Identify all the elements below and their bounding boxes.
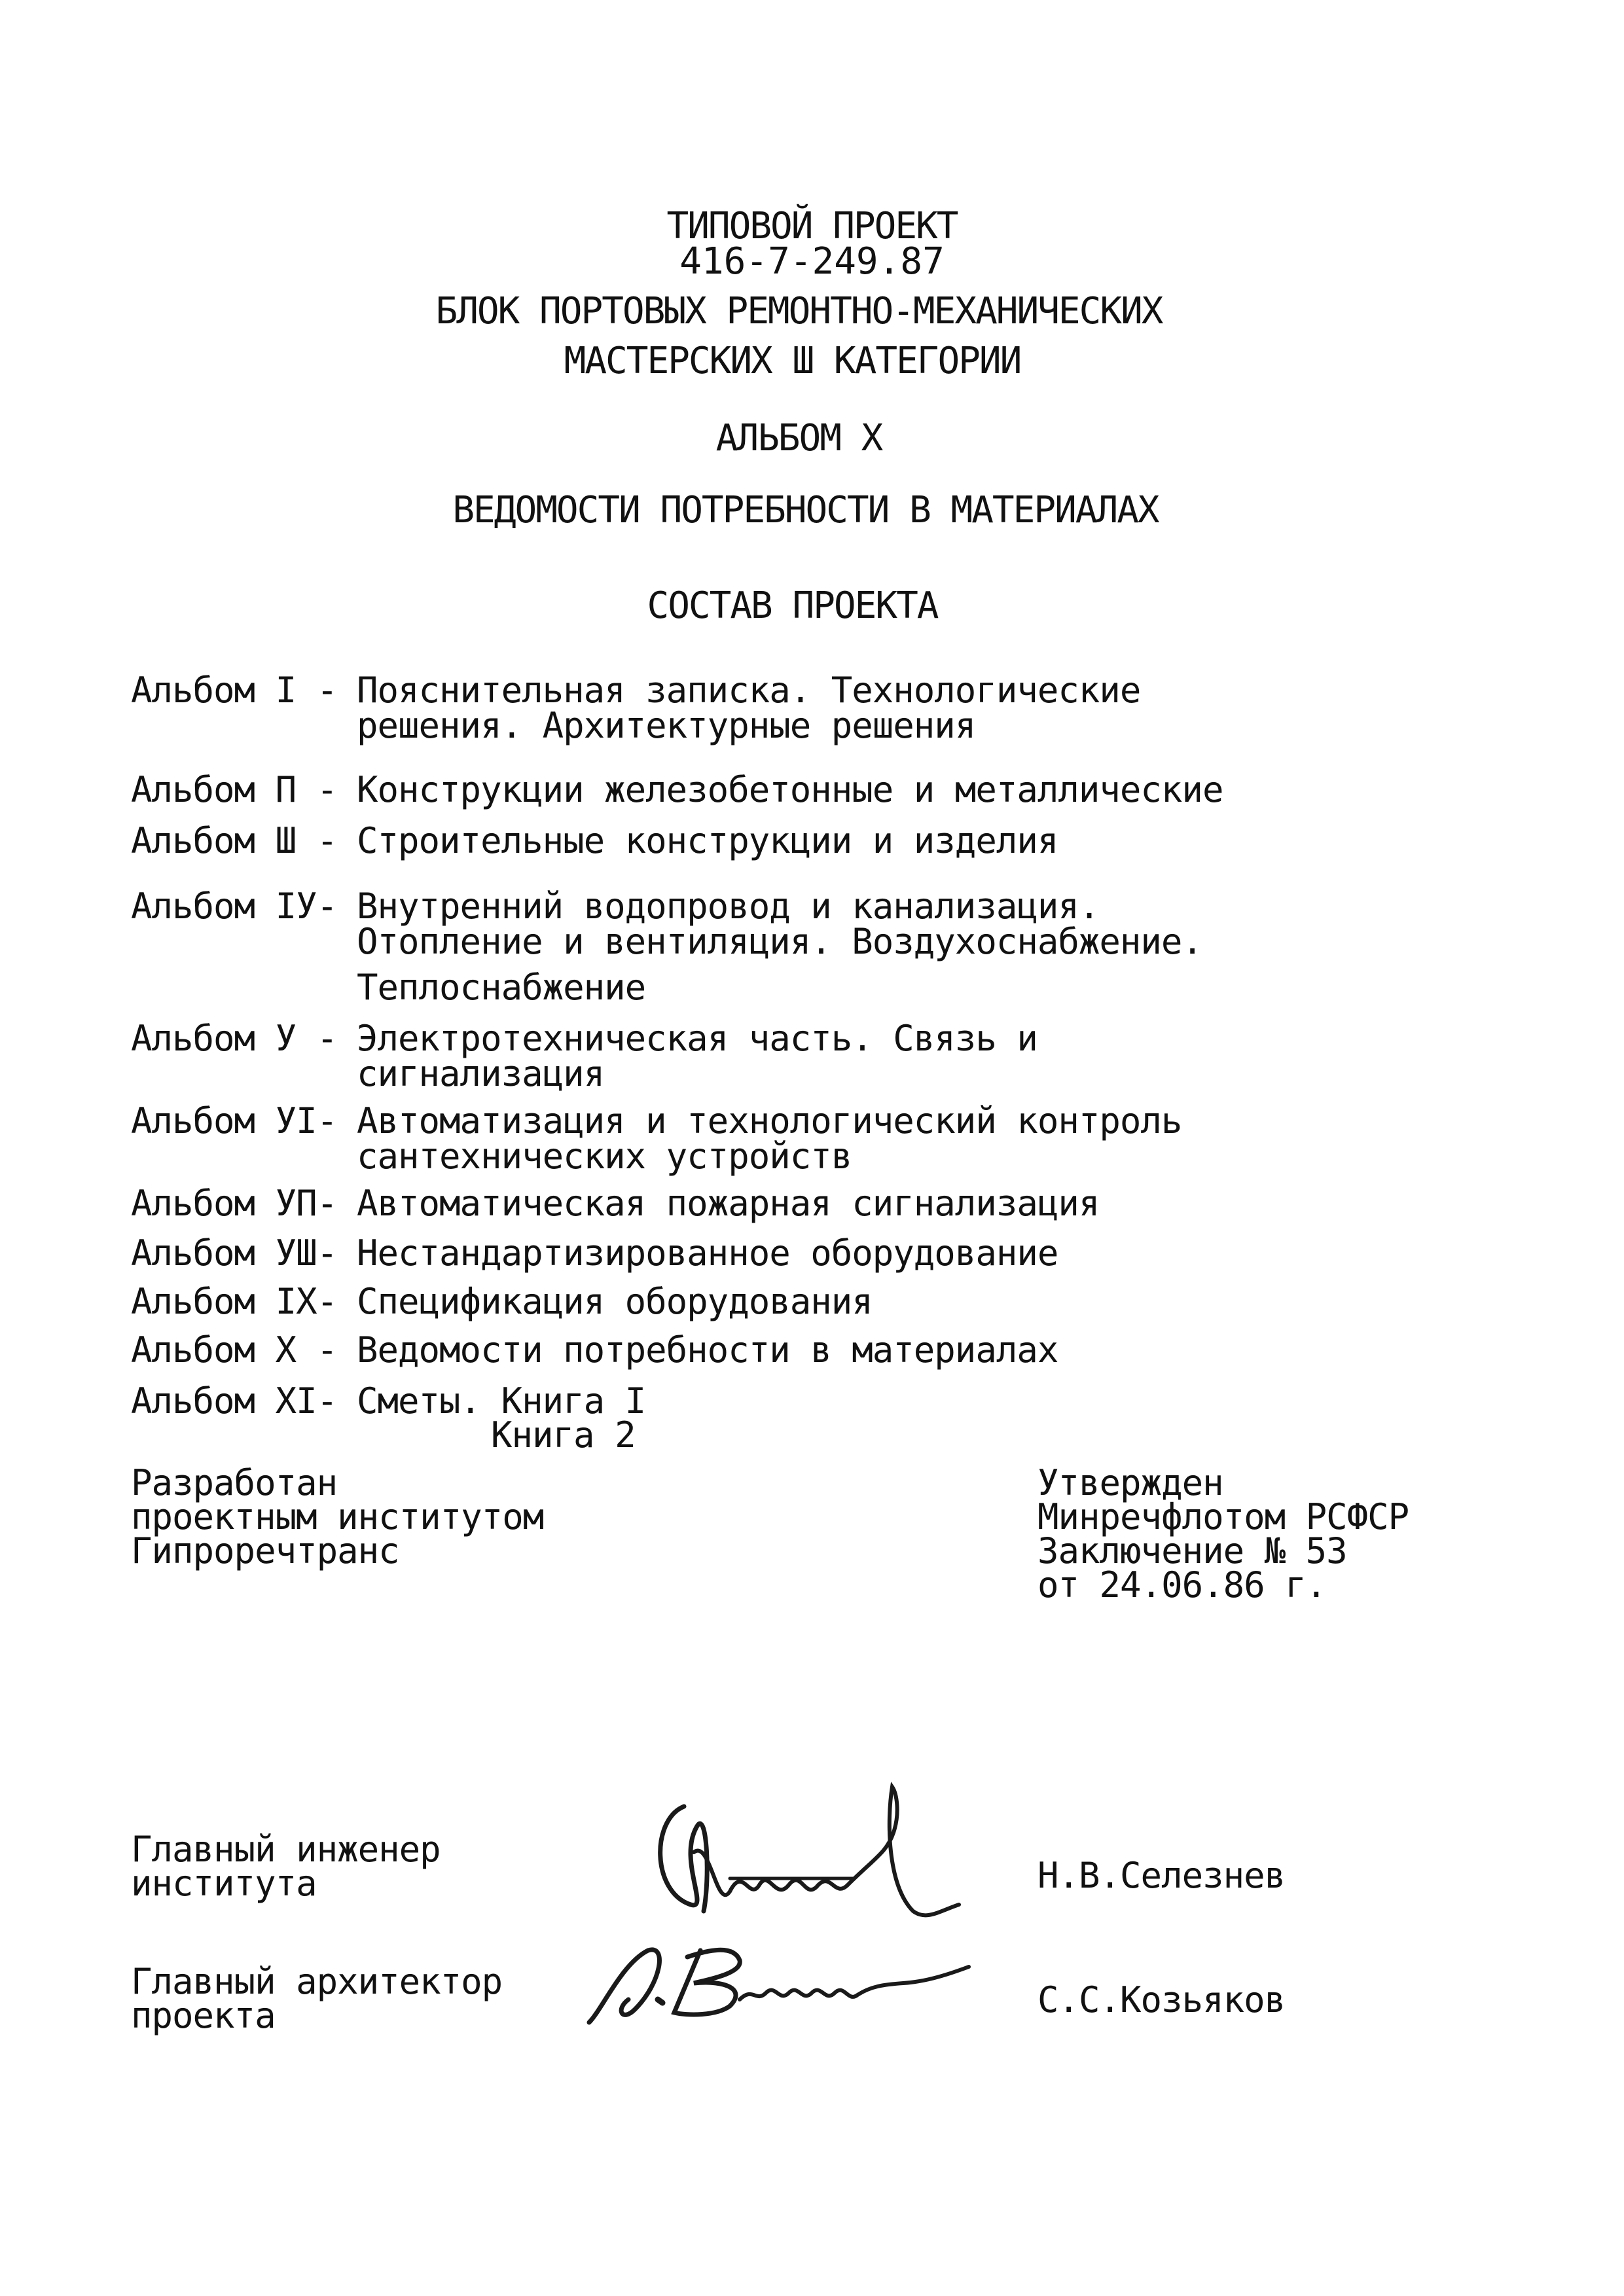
doc-type: ТИПОВОЙ ПРОЕКТ (666, 205, 958, 247)
album-label-7: Альбом УП- (131, 1183, 338, 1224)
album-label-1: Альбом I - (131, 670, 338, 711)
album-desc-4c: Теплоснабжение (357, 967, 646, 1008)
chief-engineer-name: Н.В.Селезнев (1038, 1855, 1286, 1896)
album-desc-3: Строительные конструкции и изделия (357, 820, 1058, 861)
album-desc-4a: Внутренний водопровод и канализация. (357, 886, 1100, 927)
chief-architect-title-2: проекта (131, 1995, 276, 2036)
album-desc-10: Ведомости потребности в материалах (357, 1329, 1058, 1371)
album-label-11: Альбом XI- (131, 1380, 338, 1422)
album-label-5: Альбом У - (131, 1018, 338, 1059)
album-desc-4b: Отопление и вентиляция. Воздухоснабжение. (357, 921, 1202, 962)
album-desc-11b: Книга 2 (491, 1414, 636, 1456)
chief-engineer-title-1: Главный инженер (131, 1829, 441, 1870)
chief-architect-name: С.С.Козьяков (1038, 1979, 1286, 2020)
album-label-4: Альбом IУ- (131, 886, 338, 927)
project-code: 416-7-249.87 (679, 240, 945, 283)
album-desc-1b: решения. Архитектурные решения (357, 705, 976, 746)
approved-line-1: Утвержден (1038, 1462, 1223, 1503)
album-desc-6a: Автоматизация и технологический контроль (357, 1100, 1182, 1141)
approved-line-4: от 24.06.86 г. (1038, 1564, 1327, 1605)
developed-line-3: Гипроречтранс (131, 1530, 399, 1571)
album-label-9: Альбом IX- (131, 1281, 338, 1322)
album-desc-8: Нестандартизированное оборудование (357, 1232, 1058, 1274)
album-label-3: Альбом Ш - (131, 820, 338, 861)
album-title: ВЕДОМОСТИ ПОТРЕБНОСТИ В МАТЕРИАЛАХ (452, 489, 1159, 531)
album-label-6: Альбом УI- (131, 1100, 338, 1141)
chief-architect-signature (576, 1937, 995, 2036)
chief-architect-title-1: Главный архитектор (131, 1961, 503, 2002)
album-label-2: Альбом П - (131, 769, 338, 810)
album-desc-6b: сантехнических устройств (357, 1136, 852, 1177)
album-desc-1a: Пояснительная записка. Технологические (357, 670, 1141, 711)
album-desc-5b: сигнализация (357, 1053, 605, 1094)
contents-heading: СОСТАВ ПРОЕКТА (647, 584, 938, 627)
album-desc-5a: Электротехническая часть. Связь и (357, 1018, 1038, 1059)
album-desc-11a: Сметы. Книга I (357, 1380, 646, 1422)
album-label-10: Альбом X - (131, 1329, 338, 1371)
developed-line-2: проектным институтом (131, 1496, 544, 1537)
album-desc-2: Конструкции железобетонные и металлические (357, 769, 1223, 810)
title-line-2: МАСТЕРСКИХ Ш КАТЕГОРИИ (564, 340, 1021, 382)
approved-line-2: Минречфлотом РСФСР (1038, 1496, 1409, 1537)
chief-engineer-title-2: института (131, 1863, 317, 1904)
album-number: АЛЬБОМ X (715, 417, 882, 459)
album-desc-9: Спецификация оборудования (357, 1281, 873, 1322)
chief-engineer-signature (638, 1780, 992, 1937)
title-line-1: БЛОК ПОРТОВЫХ РЕМОНТНО-МЕХАНИЧЕСКИХ (435, 290, 1163, 332)
album-label-8: Альбом УШ- (131, 1232, 338, 1274)
album-desc-7: Автоматическая пожарная сигнализация (357, 1183, 1100, 1224)
developed-line-1: Разработан (131, 1462, 338, 1503)
approved-line-3: Заключение № 53 (1038, 1530, 1347, 1571)
